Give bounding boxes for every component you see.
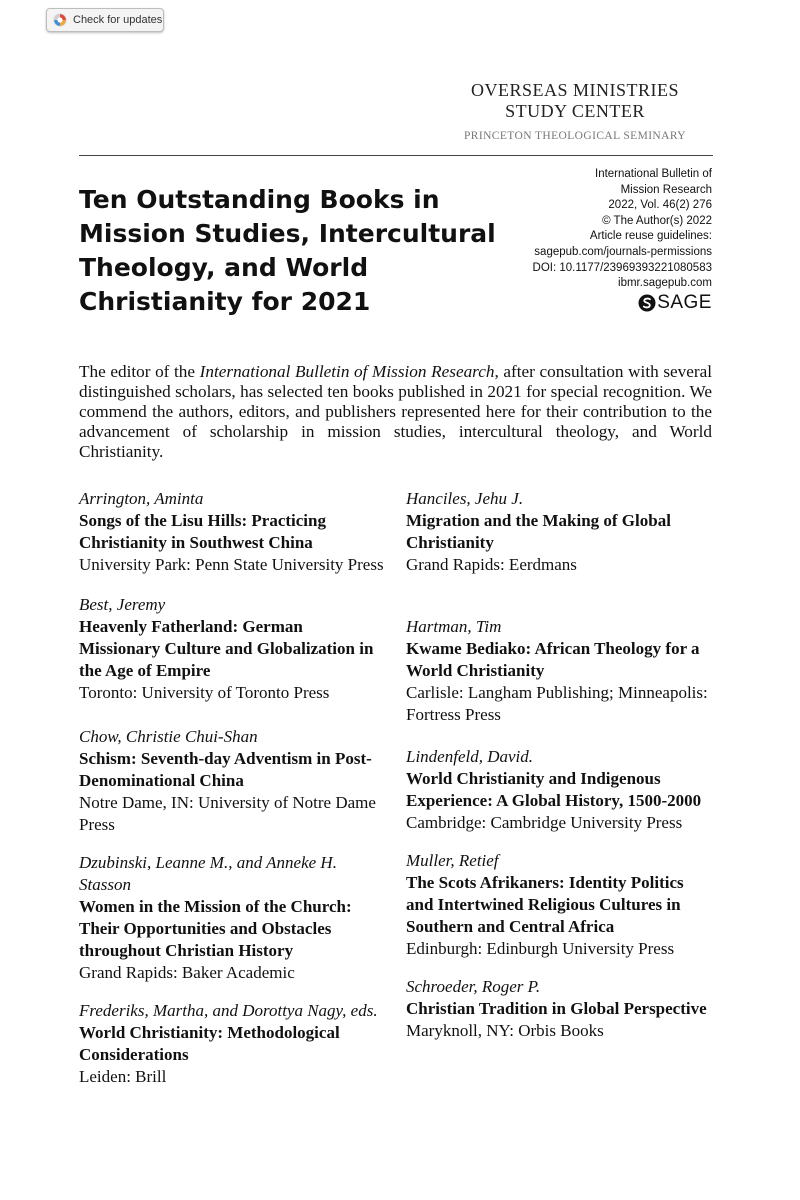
- book-entry: [79, 726, 384, 836]
- crossmark-icon: [53, 13, 67, 27]
- publisher-masthead: [445, 80, 705, 142]
- reuse-guidelines: Article reuse guidelines:: [589, 230, 712, 243]
- book-publisher: Toronto: University of Toronto Press: [79, 683, 330, 702]
- book-title: Women in the Mission of the Church: Their Opportunities and Obstacles throughout Christian History: [79, 897, 352, 960]
- book-publisher: Cambridge: Cambridge University Press: [406, 813, 683, 832]
- book-entry: [406, 488, 711, 576]
- journal-metadata: [452, 167, 712, 312]
- book-entry: [406, 850, 711, 960]
- book-entry: [406, 616, 711, 726]
- book-author: Arrington, Aminta: [79, 489, 204, 508]
- book-title: Christian Tradition in Global Perspective: [406, 999, 707, 1018]
- doi[interactable]: DOI: 10.1177/23969393221080583: [532, 261, 712, 274]
- book-title: Songs of the Lisu Hills: Practicing Christianity in Southwest China: [79, 511, 326, 552]
- book-author: Hanciles, Jehu J.: [406, 489, 524, 508]
- header-divider: [79, 155, 713, 156]
- book-author: Muller, Retief: [406, 851, 499, 870]
- book-entry: [79, 488, 384, 576]
- intro-paragraph: [79, 362, 712, 462]
- book-publisher: Grand Rapids: Baker Academic: [79, 963, 295, 982]
- book-publisher: Grand Rapids: Eerdmans: [406, 555, 577, 574]
- book-author: Lindenfeld, David.: [406, 747, 534, 766]
- book-author: Hartman, Tim: [406, 617, 502, 636]
- journal-site-link[interactable]: ibmr.sagepub.com: [618, 277, 712, 290]
- book-publisher: Notre Dame, IN: University of Notre Dame Press: [79, 793, 376, 834]
- book-title: The Scots Afrikaners: Identity Politics and Intertwined Religious Cultures in Southern and Central Africa: [406, 873, 684, 936]
- book-title: Kwame Bediako: African Theology for a World Christianity: [406, 639, 700, 680]
- book-title: Schism: Seventh-day Adventism in Post-Denominational China: [79, 749, 372, 790]
- book-title: World Christianity and Indigenous Experience: A Global History, 1500-2000: [406, 769, 702, 810]
- check-for-updates-button[interactable]: [46, 8, 164, 32]
- intro-text-1: The editor of the: [79, 362, 200, 381]
- org-affiliation: PRINCETON THEOLOGICAL SEMINARY: [464, 130, 686, 142]
- intro-journal-name: International Bulletin of Mission Research: [199, 362, 495, 381]
- book-list-left: [79, 488, 384, 1088]
- book-publisher: Carlisle: Langham Publishing; Minneapolis: Fortress Press: [406, 683, 708, 724]
- book-publisher: Maryknoll, NY: Orbis Books: [406, 1021, 604, 1040]
- book-publisher: University Park: Penn State University Press: [79, 555, 384, 574]
- book-entry: [79, 594, 384, 704]
- book-publisher: Leiden: Brill: [79, 1067, 167, 1086]
- book-author: Best, Jeremy: [79, 595, 166, 614]
- permissions-link[interactable]: sagepub.com/journals-permissions: [534, 245, 712, 258]
- book-entry: [79, 852, 384, 984]
- journal-name-line1: International Bulletin of: [595, 168, 712, 180]
- book-author: Dzubinski, Leanne M., and Anneke H. Stasson: [79, 853, 337, 894]
- sage-s-icon: [638, 294, 656, 312]
- book-list-right: [406, 488, 711, 1042]
- book-entry: [406, 976, 711, 1042]
- sage-wordmark: SAGE: [657, 291, 712, 313]
- intro-text-2: , after consultation with several distinguished scholars, has selected ten books published in 2021 for special recognition. We commend the authors, editors, and publishers represented here for their contribution to the advancement of scholarship in mission studies, intercultural theology, and World Christianity.: [79, 362, 712, 461]
- book-title: Heavenly Fatherland: German Missionary Culture and Globalization in the Age of Empire: [79, 617, 374, 680]
- book-author: Frederiks, Martha, and Dorottya Nagy, eds.: [79, 1001, 378, 1020]
- book-publisher: Edinburgh: Edinburgh University Press: [406, 939, 675, 958]
- org-name-line1: OVERSEAS MINISTRIES: [470, 80, 680, 100]
- book-entry: [406, 746, 711, 834]
- journal-name-line2: Mission Research: [620, 183, 712, 196]
- journal-volume: 2022, Vol. 46(2) 276: [608, 199, 712, 212]
- book-title: World Christianity: Methodological Considerations: [79, 1023, 340, 1064]
- book-title: Migration and the Making of Global Christianity: [406, 511, 671, 552]
- sage-logo: [452, 291, 712, 313]
- book-entry: [79, 1000, 384, 1088]
- org-name-line2: STUDY CENTER: [505, 101, 645, 121]
- book-author: Chow, Christie Chui-Shan: [79, 727, 258, 746]
- copyright: © The Author(s) 2022: [602, 214, 712, 227]
- article-title: Ten Outstanding Books in Mission Studies, Intercultural Theology, and World Christianity for 2021: [79, 185, 496, 316]
- check-for-updates-label: Check for updates: [73, 14, 163, 26]
- book-author: Schroeder, Roger P.: [406, 977, 541, 996]
